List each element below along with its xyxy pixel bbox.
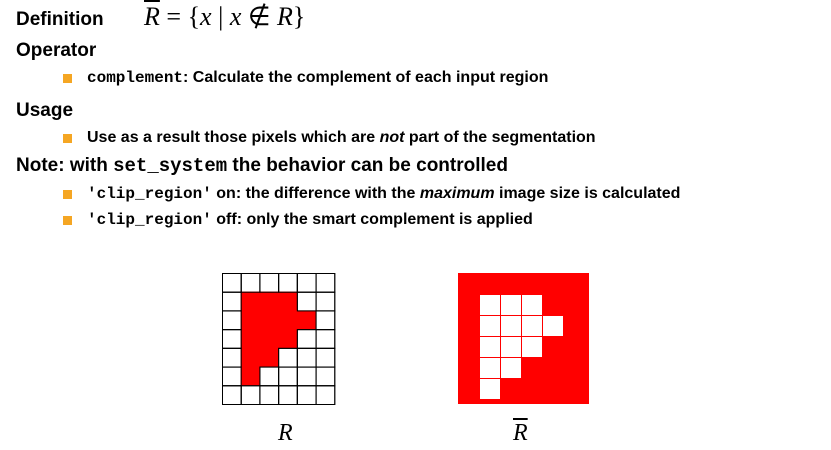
background-pixel (223, 274, 242, 293)
hole-pixel (480, 295, 501, 316)
region-pixel (260, 330, 279, 349)
hole-pixel (480, 337, 501, 358)
formula-x2: x (229, 2, 242, 31)
bullet-icon (63, 216, 72, 225)
hole-pixel (522, 316, 543, 337)
region-pixel (241, 348, 260, 367)
hole-pixel (522, 295, 543, 316)
region-pixel (241, 292, 260, 311)
usage-heading: Usage (16, 100, 74, 121)
region-pixel (297, 311, 316, 330)
operator-heading: Operator (16, 40, 97, 61)
formula-equals: = (159, 2, 188, 31)
usage-text-pre: Use as a result those pixels which are (87, 129, 380, 146)
operator-item (87, 69, 548, 87)
hole-pixel (543, 316, 564, 337)
note-code: set_system (113, 155, 228, 177)
formula-bar: | (211, 2, 230, 31)
background-pixel (260, 274, 279, 293)
usage-item (87, 129, 596, 147)
definition-formula (144, 2, 305, 32)
region-pixel (279, 330, 298, 349)
complement-label: $\overline{R}$ (513, 420, 528, 446)
background-pixel (316, 386, 335, 405)
background-pixel (297, 330, 316, 349)
operator-code: complement (87, 69, 184, 87)
region-pixel (241, 330, 260, 349)
region-grid-figure (222, 273, 336, 405)
region-pixel (241, 367, 260, 386)
background-pixel (260, 367, 279, 386)
bullet-icon (63, 134, 72, 143)
note-item-1-pre: on: the difference with the (211, 185, 420, 202)
background-pixel (223, 311, 242, 330)
region-pixel (260, 311, 279, 330)
formula-brace-close: } (292, 2, 306, 31)
background-pixel (316, 274, 335, 293)
background-pixel (316, 330, 335, 349)
background-pixel (223, 330, 242, 349)
background-pixel (316, 311, 335, 330)
background-pixel (279, 367, 298, 386)
background-pixel (297, 386, 316, 405)
formula-x: x (200, 2, 212, 31)
region-pixel (279, 292, 298, 311)
formula-lhs: $\overline{R}$ (144, 2, 160, 31)
background-pixel (297, 274, 316, 293)
background-pixel (316, 367, 335, 386)
background-pixel (223, 386, 242, 405)
note-item-2-pre: off: only the smart complement is applied (211, 211, 533, 228)
background-pixel (260, 386, 279, 405)
background-pixel (279, 348, 298, 367)
region-pixel (279, 311, 298, 330)
note-item-2 (87, 211, 533, 229)
note-item-1-post: image size is calculated (494, 185, 681, 202)
region-pixel (260, 292, 279, 311)
background-pixel (223, 367, 242, 386)
background-pixel (241, 386, 260, 405)
complement-grid-figure (458, 273, 590, 405)
note-heading (16, 155, 508, 177)
note-item-2-code: 'clip_region' (87, 211, 212, 229)
definition-label: Definition (16, 9, 104, 30)
hole-pixel (501, 358, 522, 379)
background-pixel (241, 274, 260, 293)
background-pixel (297, 367, 316, 386)
hole-pixel (480, 316, 501, 337)
hole-pixel (522, 337, 543, 358)
note-pre: Note: with (16, 155, 114, 176)
note-item-1-emphasis: maximum (419, 185, 495, 202)
note-post: the behavior can be controlled (227, 155, 508, 176)
background-pixel (297, 348, 316, 367)
formula-notin: ∉ (241, 2, 278, 31)
background-pixel (279, 274, 298, 293)
hole-pixel (480, 358, 501, 379)
background-pixel (297, 292, 316, 311)
usage-emphasis: not (379, 129, 405, 146)
formula-r: R (277, 2, 293, 31)
bullet-icon (63, 74, 72, 83)
region-pixel (260, 348, 279, 367)
hole-pixel (501, 295, 522, 316)
region-pixel (241, 311, 260, 330)
background-pixel (223, 292, 242, 311)
background-pixel (316, 292, 335, 311)
usage-text-post: part of the segmentation (404, 129, 596, 146)
operator-text: : Calculate the complement of each input region (183, 69, 549, 86)
formula-brace-open: { (187, 2, 201, 31)
background-pixel (223, 348, 242, 367)
note-item-1-code: 'clip_region' (87, 185, 212, 203)
hole-pixel (501, 337, 522, 358)
hole-pixel (480, 379, 501, 400)
background-pixel (316, 348, 335, 367)
bullet-icon (63, 190, 72, 199)
hole-pixel (501, 316, 522, 337)
note-item-1 (87, 185, 680, 203)
background-pixel (279, 386, 298, 405)
region-label: R (278, 420, 293, 446)
